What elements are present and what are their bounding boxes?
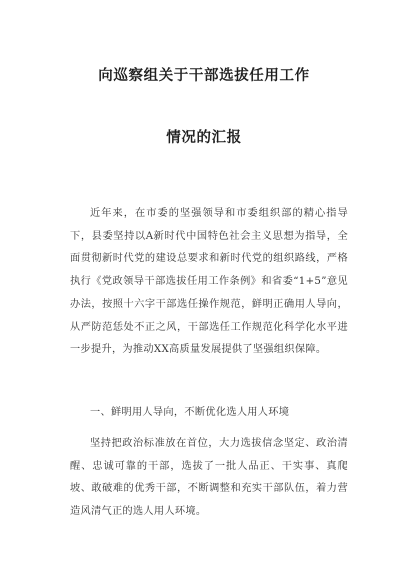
document-title-line2: 情况的汇报 — [166, 130, 242, 146]
section-heading: 一、鲜明用人导向，不断优化选人用人环境 — [90, 407, 290, 418]
paragraph-section-1: 坚持把政治标准放在首位，大力选拔信念坚定、政治清醒、忠诚可靠的干部，选拔了一批人品正、干实事、真爬坡、敢破难的优秀干部，不断调整和充实干部队伍，着力营造风清气正的选人用人环境。 — [70, 438, 348, 518]
document-title-line1: 向巡察组关于干部选拔任用工作 — [98, 68, 310, 84]
paragraph-intro: 近年来，在市委的坚强领导和市委组织部的精心指导下，县委坚持以A新时代中国特色社会主义思想为指导，全面贯彻新时代党的建设总要求和新时代党的组织路线，严格执行《党政领导干部选拔任用工作条例》和省委“1+5”意见办法，按照十六字干部选任操作规范，鲜明正确用人导向，从严防范恁处不正之风，干部选任工作规范化科学化水平进一步提升，为推动XX高质量发展提供了坚强组织保障。 — [70, 208, 348, 356]
